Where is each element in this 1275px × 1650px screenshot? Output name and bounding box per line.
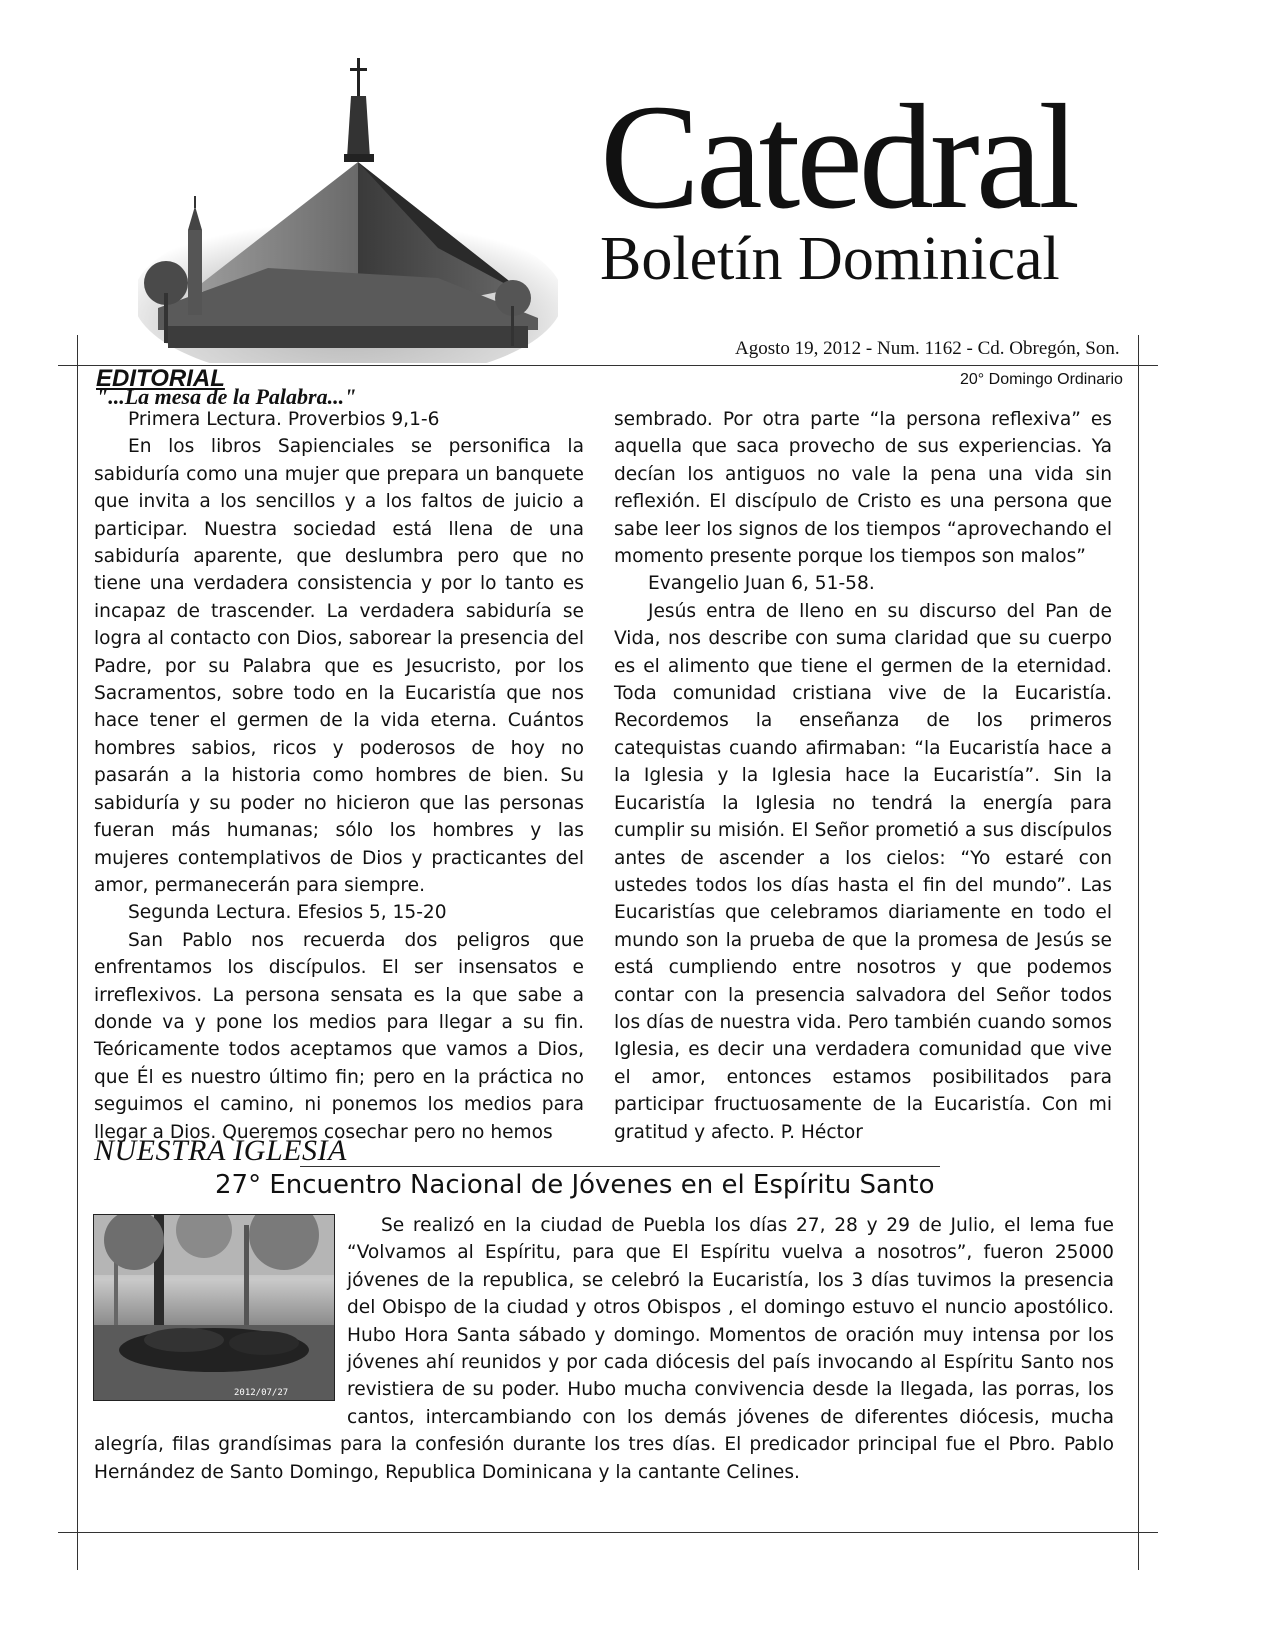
editorial-heading: EDITORIAL [96, 365, 225, 392]
article-title: 27° Encuentro Nacional de Jóvenes en el Espíritu Santo [215, 1170, 935, 1200]
left-paragraph: Segunda Lectura. Efesios 5, 15-20 [128, 902, 447, 924]
right-rule [1138, 335, 1139, 1570]
left-paragraph: San Pablo nos recuerda dos peligros que enfrentamos los discípulos. El ser insensatos e irreflexivos. La persona sensata es la que sabe a donde va y pone los medios para llegar a su fin. Teóricamente todos aceptamos que vamos a Dios, que Él es nuestro último fin; pero en la práctica no seguimos el camino, ni ponemos los medios para llegar a Dios. Queremos cosechar pero no hemos [94, 929, 584, 1143]
bottom-rule [58, 1532, 1158, 1533]
left-paragraph: En los libros Sapienciales se personifica la sabiduría como una mujer que prepara un banquete que invita a los sencillos y a los faltos de juicio a participar. Nuestra sociedad está llena de una sabiduría aparente, que deslumbra pero que no tiene una verdadera consistencia y por lo tanto es incapaz de trascender. La verdadera sabiduría se logra al contacto con Dios, saborear la presencia del Padre, por su Palabra que es Jesucristo, por los Sacramentos, sobre todo en la Eucaristía que nos hace tener el germen de la vida eterna. Cuántos hombres sabios, ricos y poderosos de hoy no pasarán a la historia como hombres de bien. Su sabiduría y su poder no hicieron que las personas fueran más humanas; sólo los hombres y las mujeres contemplativos de Dios y practicantes del amor, permanecerán para siempre. [94, 436, 584, 896]
editorial-right-column [614, 406, 1112, 1146]
photo-date-stamp: 2012/07/27 [234, 1388, 289, 1398]
article-body [94, 1212, 1114, 1486]
newsletter-title: Catedral [600, 74, 1077, 240]
editorial-left-column [94, 406, 584, 1146]
left-paragraph: Primera Lectura. Proverbios 9,1-6 [128, 409, 440, 430]
section-divider [300, 1166, 940, 1167]
right-paragraph: Evangelio Juan 6, 51-58. [648, 573, 875, 595]
right-paragraph: sembrado. Por otra parte “la persona reflexiva” es aquella que saca provecho de sus experiencias. Ya decían los antiguos no vale la pena una vida sin reflexión. El discípulo de Cristo es una persona que sabe leer los signos de los tiempos “aprovechando el momento presente porque los tiempos son malos” [614, 409, 1112, 568]
cathedral-image [138, 58, 558, 363]
right-paragraph: Jesús entra de lleno en su discurso del Pan de Vida, nos describe con suma claridad que su cuerpo es el alimento que tiene el germen de la eternidad. Toda comunidad cristiana vive de la Eucaristía. Recordemos la enseñanza de los primeros catequistas cuando afirmaban: “la Eucaristía hace a la Iglesia y la Iglesia hace la Eucaristía”. Sin la Eucaristía la Iglesia no tendrá la energía para cumplir su misión. El Señor prometió a sus discípulos antes de ascender a los cielos: “Yo estaré con ustedes todos los días hasta el fin del mundo”. Las Eucaristías que celebramos diariamente en todo el mundo son la prueba de que la promesa de Jesús se está cumpliendo entre nosotros y que podemos contar con la presencia salvadora del Señor todos los días de nuestra vida. Pero también cuando somos Iglesia, es decir una verdadera comunidad que vive el amor, entonces estamos posibilitados para participar fructuosamente de la Eucaristía. Con mi gratitud y afecto. P. Héctor [614, 600, 1112, 1143]
liturgical-sunday: 20° Domingo Ordinario [960, 371, 1123, 388]
article-paragraph: Se realizó en la ciudad de Puebla los días 27, 28 y 29 de Julio, el lema fue “Volvamos al Espíritu, para que El Espíritu vuelva a nosotros”, fueron 25000 jóvenes de la republica, se celebró la Eucaristía, los 3 días tuvimos la presencia del Obispo de la ciudad y otros Obispos , el domingo estuvo el nuncio apostólico. Hubo Hora Santa sábado y domingo. Momentos de oración muy intensa por los jóvenes ahí reunidos y por cada diócesis del país invocando al Espíritu Santo nos revistiera de su poder. Hubo mucha convivencia desde la llegada, las porras, los cantos, intercambiando con los demás jóvenes de diferentes diócesis, mucha alegría, filas grandísimas para la confesión durante los tres días. El predicador principal fue el Pbro. Pablo Hernández de Santo Domingo, Republica Dominicana y la cantante Celines. [94, 1215, 1114, 1483]
issue-line: Agosto 19, 2012 - Num. 1162 - Cd. Obregón, Son. [735, 338, 1120, 359]
newsletter-subtitle: Boletín Dominical [600, 225, 1060, 293]
nuestra-iglesia-heading: NUESTRA IGLESIA [94, 1134, 347, 1167]
youth-group-photo [93, 1214, 335, 1401]
editorial-subheading: "...La mesa de la Palabra..." [96, 384, 357, 409]
left-rule [77, 335, 78, 1570]
